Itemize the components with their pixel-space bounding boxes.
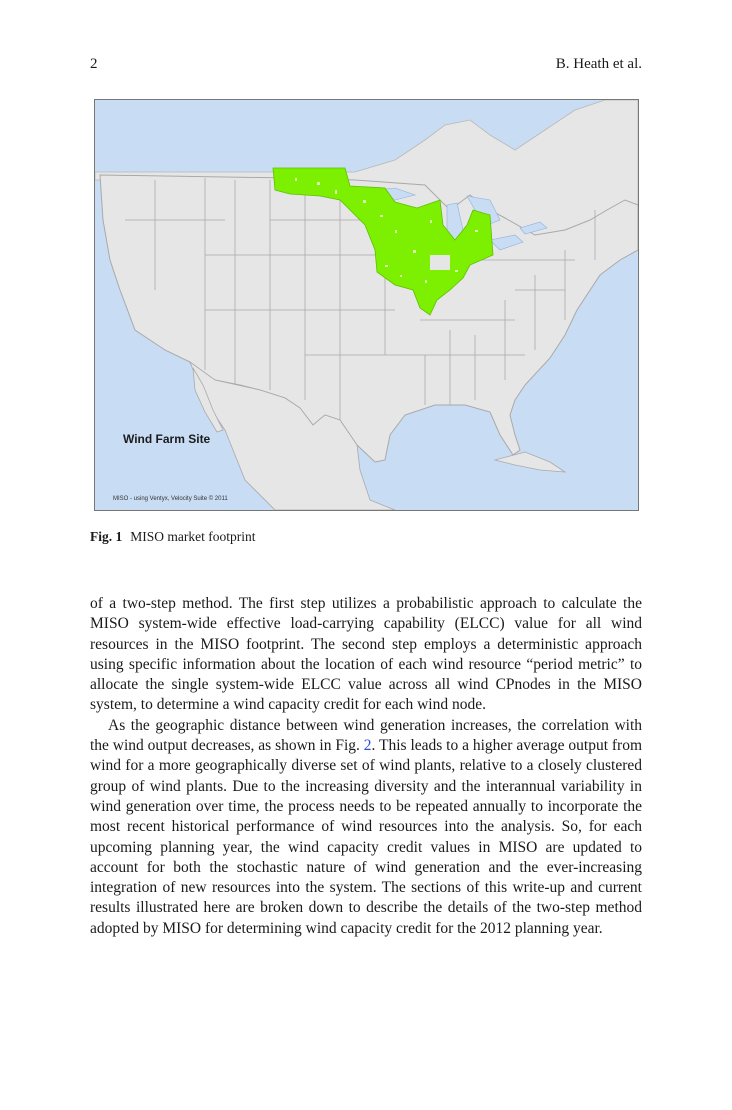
figure-2-reference-link[interactable]: 2 (363, 737, 372, 755)
figure-caption (90, 529, 255, 545)
running-head-authors: B. Heath et al. (555, 56, 642, 72)
paragraph-2-text-start: As the geographic distance between wind generation increases, the correlation with the wind output decreases, as shown in Fig. (90, 716, 642, 755)
page-number: 2 (90, 56, 98, 72)
map-source-credit: MISO - using Ventyx, Velocity Suite © 2011 (113, 496, 228, 502)
paragraph-2 (90, 716, 642, 939)
miso-footprint-figure (94, 99, 639, 511)
running-header (90, 56, 642, 78)
paragraph-1: of a two-step method. The first step utilizes a probabilistic approach to calculate the MISO system-wide effective load-carrying capability (ELCC) value for all wind resources in the MISO footprint. The second step employs a deterministic approach using specific information about the location of each wind resource “period metric” to allocate the single system-wide ELCC value across all wind CPnodes in the MISO system, to determine a wind capacity credit for each wind node. (90, 595, 642, 714)
paragraph-2-text-end: . This leads to a higher average output from wind for a more geographically diverse set of wind plants, relative to a closely clustered group of wind plants. Due to the increasing diversity and the interannual variability in wind generation over time, the process needs to be repeated annually to incorporate the most recent historical performance of wind resources into the analysis. So, for each upcoming planning year, the wind capacity credit values in MISO are updated to account for both the stochastic nature of wind generation and the ever-increasing integration of new resources into the system. The sections of this write-up and current results illustrated here are broken down to describe the details of the two-step method adopted by MISO for determining wind capacity credit for the 2012 planning year. (90, 737, 643, 937)
body-text (90, 594, 642, 939)
us-map (95, 100, 638, 510)
non-miso-area (430, 255, 450, 270)
wind-farm-site-label: Wind Farm Site (123, 432, 211, 446)
figure-caption-text: MISO market footprint (130, 529, 256, 544)
figure-caption-label: Fig. 1 (90, 529, 123, 544)
